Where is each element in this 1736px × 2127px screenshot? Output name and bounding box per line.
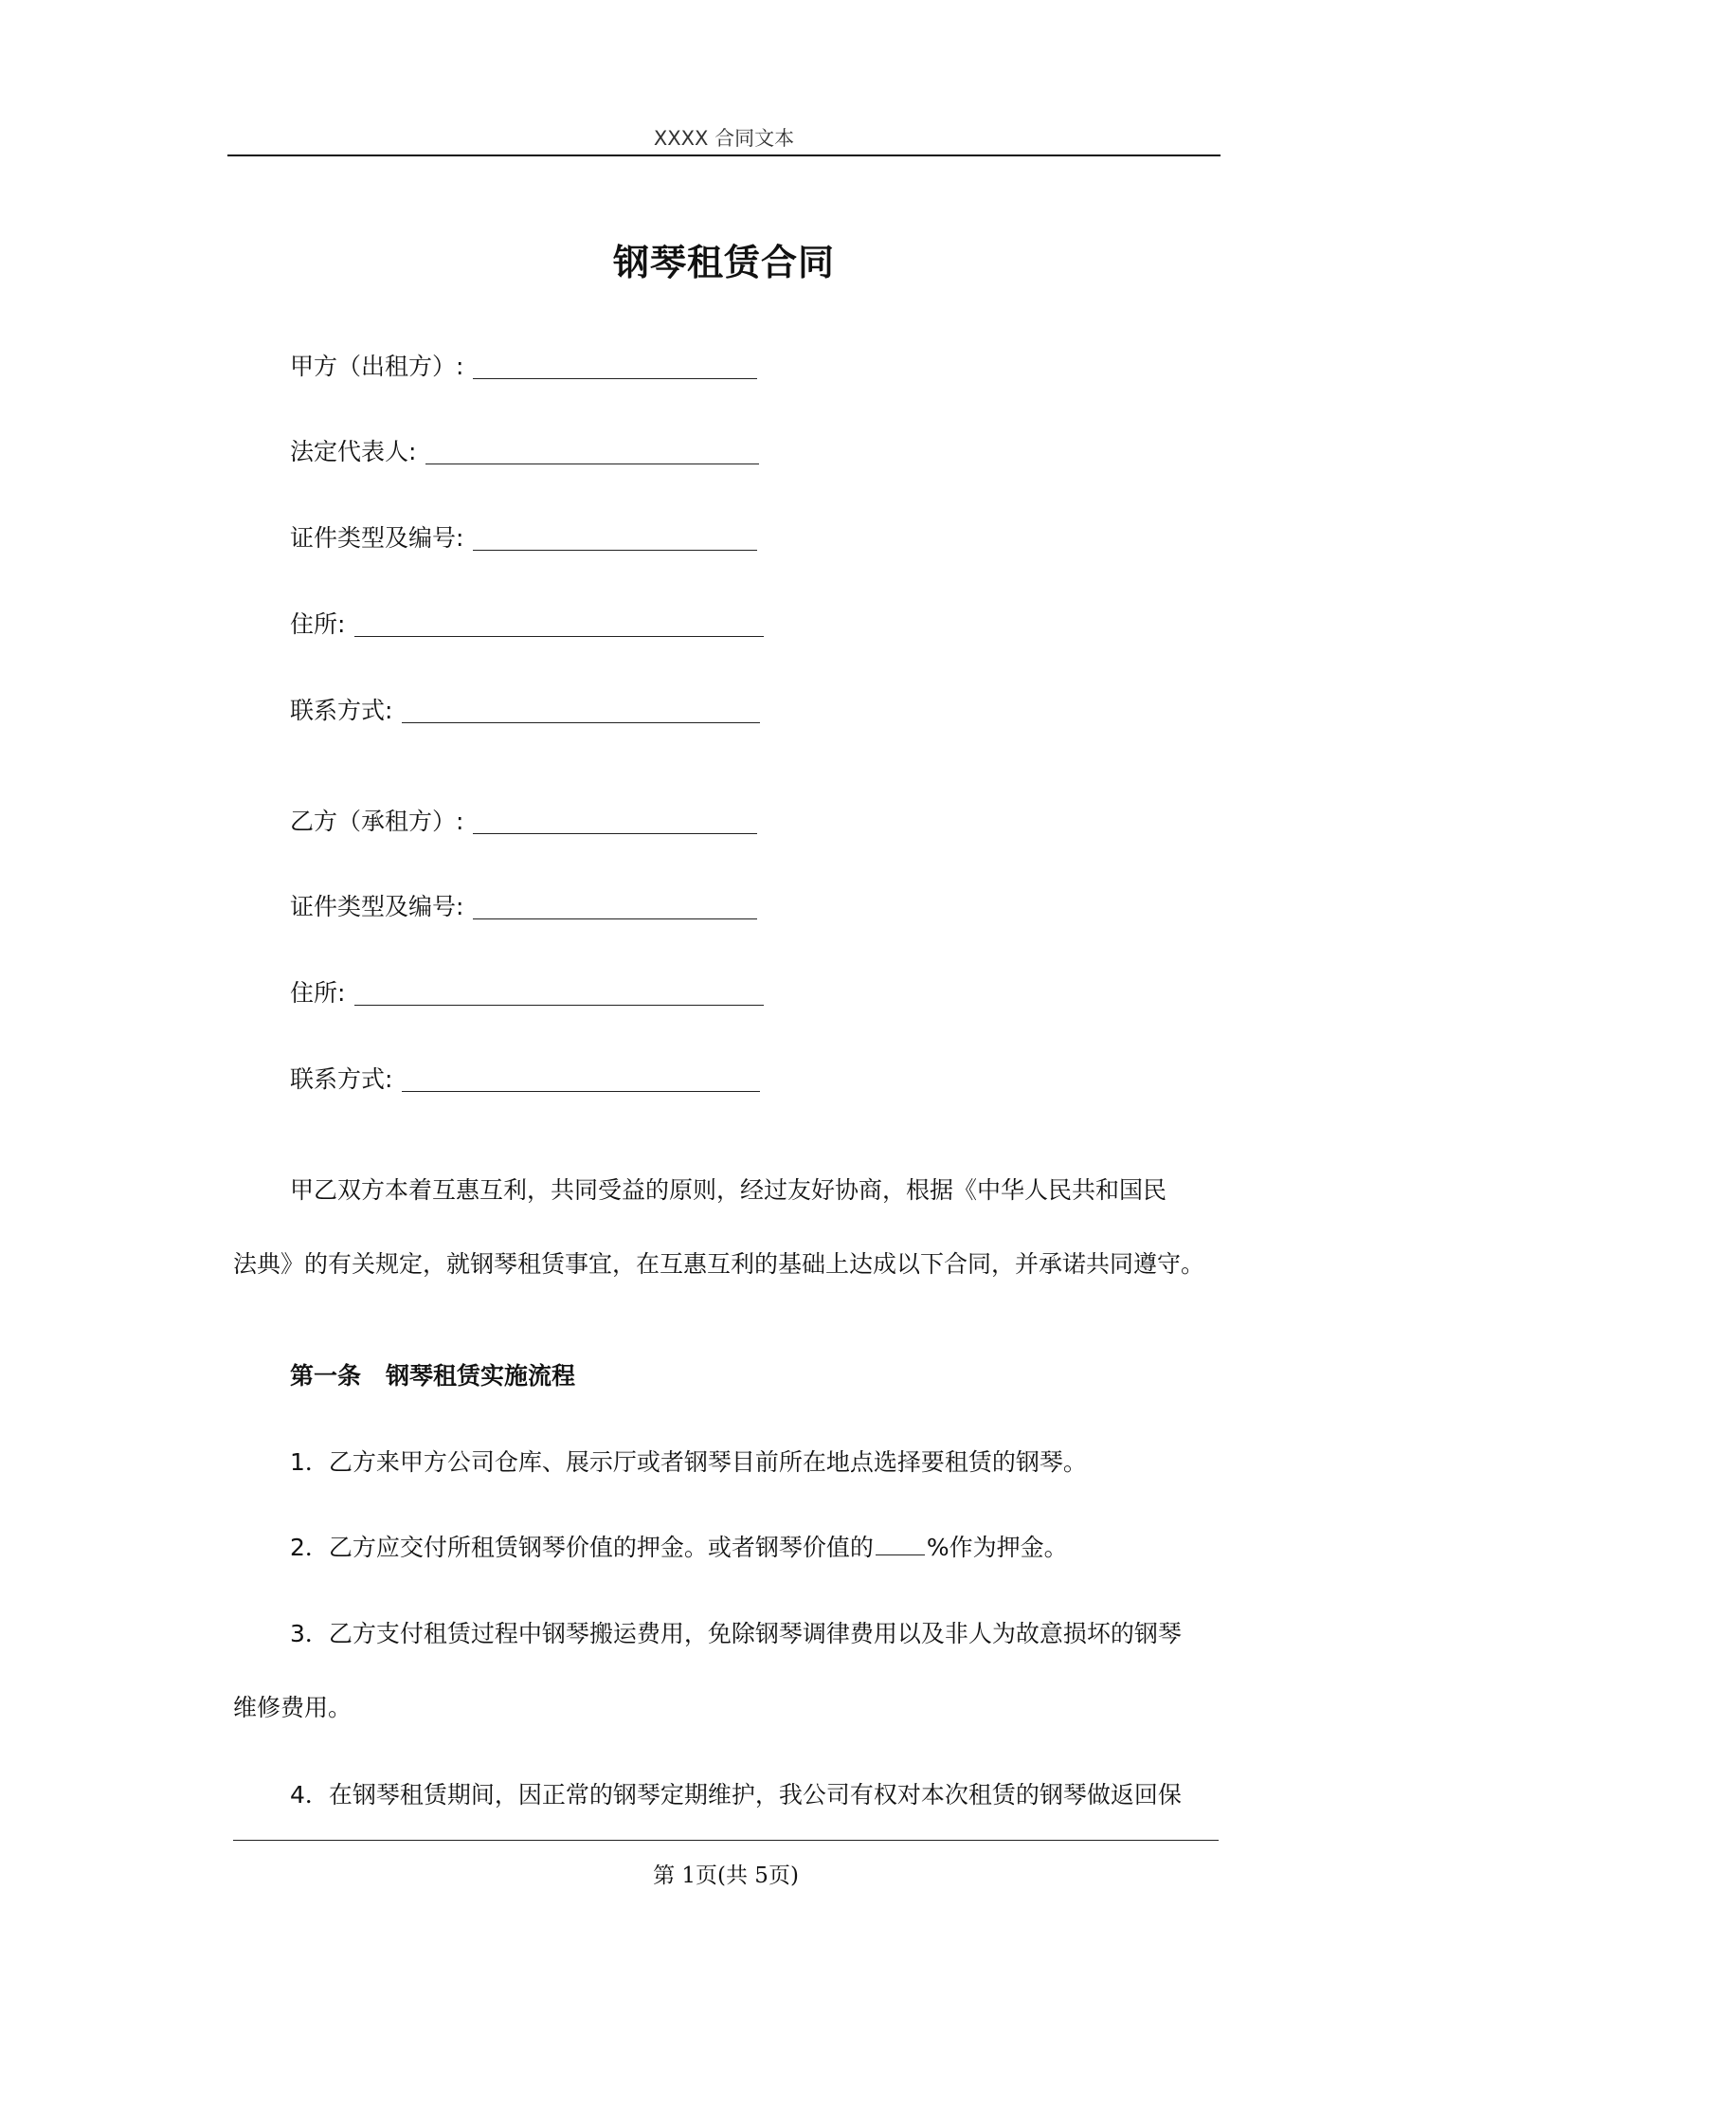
party-a-contact-field (290, 687, 760, 725)
party-a-id-field (290, 515, 757, 553)
party-b-address-blank[interactable] (354, 980, 764, 1006)
article-1-number: 第一条 (290, 1362, 362, 1390)
article-1-title: 钢琴租赁实施流程 (386, 1362, 576, 1390)
article-1-item-4-line-1: 4．在钢琴租赁期间，因正常的钢琴定期维护，我公司有权对本次租赁的钢琴做返回保 (290, 1781, 1182, 1809)
header-divider (227, 155, 1221, 156)
party-a-address-label: 住所: (290, 610, 346, 638)
party-a-lessor-blank[interactable] (473, 354, 757, 379)
page-number: 第 1页(共 5页) (653, 1863, 799, 1888)
party-a-legal-rep-label: 法定代表人: (290, 438, 417, 465)
party-a-id-label: 证件类型及编号: (290, 524, 464, 552)
party-a-lessor-label: 甲方（出租方）: (290, 353, 464, 380)
party-b-contact-field (290, 1056, 760, 1094)
article-1-item-2 (290, 1529, 1219, 1563)
preamble-line-1: 甲乙双方本着互惠互利，共同受益的原则，经过友好协商，根据《中华人民共和国民 (290, 1176, 1167, 1204)
party-a-address-blank[interactable] (354, 611, 764, 637)
party-a-id-blank[interactable] (473, 525, 757, 551)
article-1-heading (290, 1357, 575, 1391)
party-b-id-field (290, 883, 757, 921)
deposit-percent-blank[interactable] (876, 1534, 925, 1555)
party-b-contact-blank[interactable] (402, 1066, 760, 1092)
article-1-item-3-line-2: 维修费用。 (233, 1694, 353, 1721)
party-a-legal-rep-blank[interactable] (425, 439, 759, 464)
party-b-address-label: 住所: (290, 979, 346, 1007)
party-b-lessee-field (290, 798, 757, 836)
document-header: XXXX 合同文本 (653, 127, 795, 150)
party-a-contact-blank[interactable] (402, 698, 760, 723)
preamble-line-2: 法典》的有关规定，就钢琴租赁事宜，在互惠互利的基础上达成以下合同，并承诺共同遵守。 (233, 1250, 1205, 1278)
article-1-item-1: 1．乙方来甲方公司仓库、展示厅或者钢琴目前所在地点选择要租赁的钢琴。 (290, 1448, 1087, 1476)
party-a-address-field (290, 601, 764, 639)
article-1-item-2-text-after: %作为押金。 (926, 1534, 1068, 1561)
party-a-legal-rep-field (290, 428, 759, 466)
article-1-item-3-line-1: 3．乙方支付租赁过程中钢琴搬运费用，免除钢琴调律费用以及非人为故意损坏的钢琴 (290, 1620, 1182, 1647)
party-b-id-blank[interactable] (473, 894, 757, 919)
party-b-contact-label: 联系方式: (290, 1065, 393, 1093)
party-a-lessor-field (290, 343, 757, 381)
party-b-id-label: 证件类型及编号: (290, 893, 464, 920)
party-b-lessee-blank[interactable] (473, 809, 757, 834)
article-1-item-2-text-before: 2．乙方应交付所租赁钢琴价值的押金。或者钢琴价值的 (290, 1534, 874, 1561)
party-a-contact-label: 联系方式: (290, 697, 393, 724)
party-b-address-field (290, 970, 764, 1008)
footer-divider (233, 1840, 1219, 1841)
party-b-lessee-label: 乙方（承租方）: (290, 808, 464, 835)
document-title: 钢琴租赁合同 (612, 242, 835, 283)
